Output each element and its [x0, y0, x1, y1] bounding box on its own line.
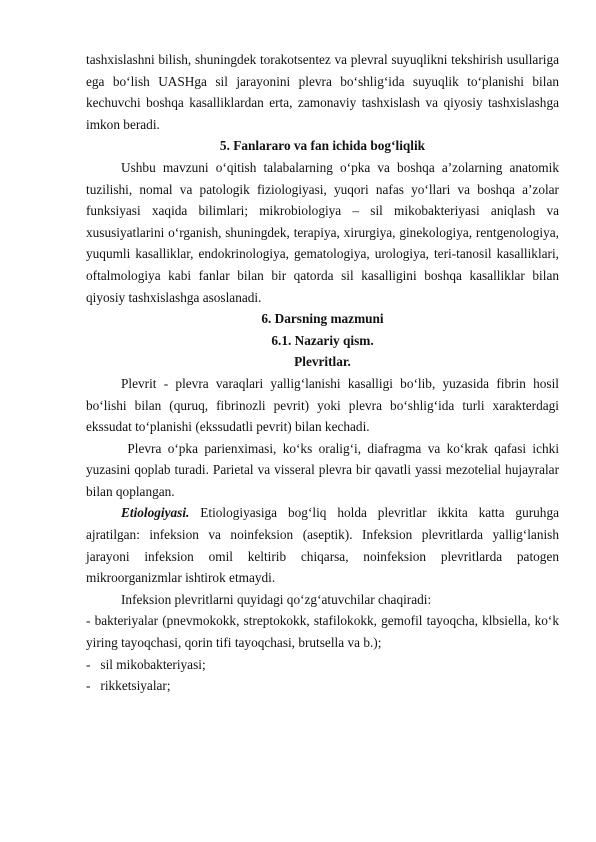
topic-heading: Plevritlar.: [294, 354, 351, 370]
document-page: [86, 49, 559, 697]
intro-paragraph: tashxislashni bilish, shuningdek torakotsentez va plevral suyuqlikni tekshirish usullariga ega bo‘lish UASHga sil jarayonini plevra bo‘shlig‘ida suyuqlik to‘planishi bilan kechuvchi boshqa kasalliklardan erta, zamonaviy tashxislash va qiyosiy tashxislashga imkon beradi.: [86, 52, 559, 132]
list-item-bacteria: - bakteriyalar (pnevmokokk, streptokokk, stafilokokk, gemofil tayoqcha, klbsiella, ko‘k yiring tayoqchasi, qorin tifi tayoqchasi, brutsella va b.);: [86, 613, 559, 651]
section-5-heading: 5. Fanlararo va fan ichida bog‘liqlik: [219, 138, 426, 154]
list-item-mycobacteria: - sil mikobakteriyasi;: [86, 656, 206, 672]
etiology-label: Etiologiyasi.: [121, 505, 190, 521]
causes-intro: Infeksion plevritlarni quyidagi qo‘zg‘atuvchilar chaqiradi:: [121, 591, 432, 607]
etiology-text: Etiologiyasiga bog‘liq holda plevritlar ikkita katta guruhga ajratilgan: infeksion va noinfeksion (aseptik). Infeksion plevritlarda yallig‘lanish jarayoni infeksion omil keltirib chiqarsa, noinfeksion plevritlarda patogen mikroorganizmlar ishtirok etmaydi.: [86, 505, 559, 586]
section-6-1-heading: 6.1. Nazariy qism.: [271, 332, 374, 348]
etiology-paragraph: [86, 502, 559, 588]
pleura-anatomy-text: Plevra o‘pka parienximasi, ko‘ks oralig‘i, diafragma va ko‘krak qafasi ichki yuzasini qoplab turadi. Parietal va visseral plevra bir qavatli yassi mezotelial hujayralar bilan qoplangan.: [86, 440, 560, 499]
pleurisy-definition-paragraph: Plevrit - plevra varaqlari yallig‘lanishi kasalligi bo‘lib, yuzasida fibrin hosil bo‘lishi bilan (quruq, fibrinozli pevrit) yoki plevra bo‘shlig‘ida turli xarakterdagi ekssudat to‘planishi (ekssudatli pevrit) bilan kechadi.: [86, 375, 559, 435]
section-5-paragraph: Ushbu mavzuni o‘qitish talabalarning o‘pka va boshqa a’zolarning anatomik tuzilishi, nomal va patologik fiziologiyasi, yuqori nafas yo‘llari va boshqa a’zolar funksiyasi xaqida bilimlari; mikrobiologiya – sil mikobakteriyasi aniqlash va xususiyatlarini o‘rganish, shuningdek, terapiya, xirurgiya, ginekologiya, rentgenologiya, yuqumli kasalliklar, endokrinologiya, gematologiya, urologiya, teri-tanosil kasalliklari, oftalmologiya kabi fanlar bilan bir qatorda sil kasalligini boshqa kasalliklar bilan qiyosiy tashxislashga asoslanadi.: [86, 159, 559, 305]
pleura-anatomy-paragraph: [86, 438, 559, 503]
section-6-heading: 6. Darsning mazmuni: [261, 311, 384, 327]
list-item-rickettsia: - rikketsiyalar;: [86, 678, 171, 694]
